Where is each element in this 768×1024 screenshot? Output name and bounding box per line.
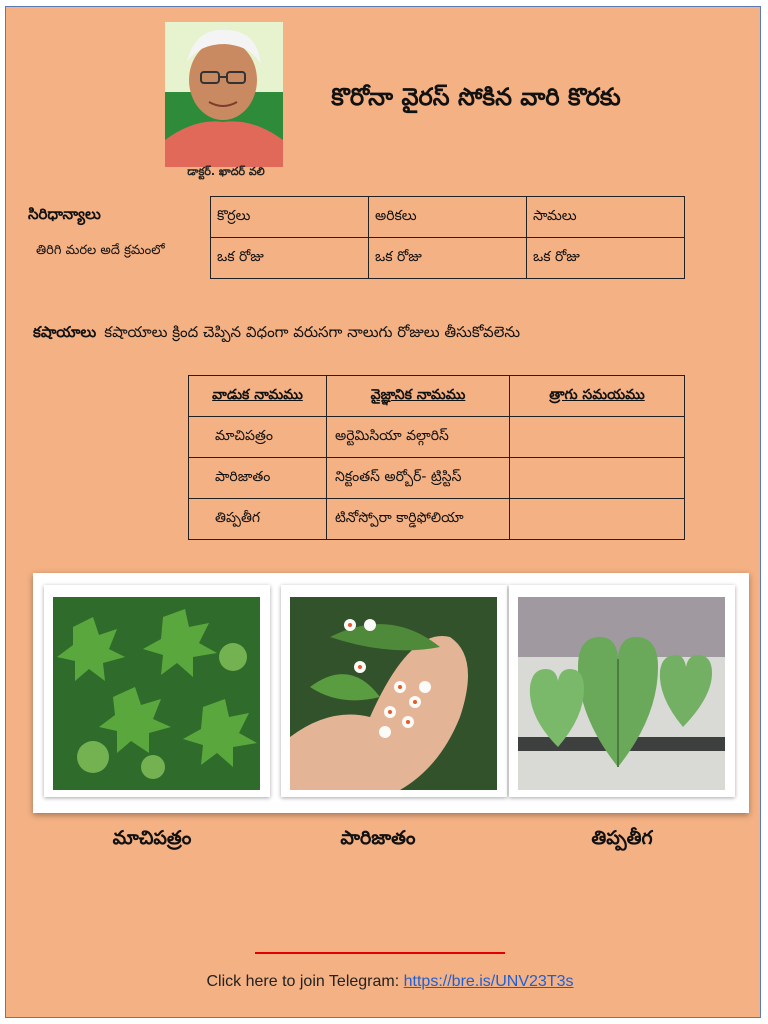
table-row [211,238,685,279]
column-header: వాడుక నామము [189,376,327,417]
photo-frame-thippatheega [509,585,735,797]
herb-scientific-name: టినోస్పోరా కార్డిఫోలియా [327,499,510,540]
column-header: వైజ్ఞానిక నామము [327,376,510,417]
millet-name: సామలు [527,197,685,238]
millet-name: కొర్రలు [211,197,369,238]
kashayalu-line [33,323,520,345]
photo-frame-machipatri [44,585,270,797]
divider-line [255,952,505,954]
table-row [189,417,685,458]
herb-common-name: తిప్పతీగ [189,499,327,540]
millet-duration: ఒక రోజు [369,238,527,279]
night-jasmine-flowers-icon [290,597,497,790]
millets-table [210,196,685,279]
column-header: త్రాగు సమయము [510,376,685,417]
millet-name: అరికలు [369,197,527,238]
page-title: కొరోనా వైరస్ సోకిన వారి కొరకు [331,83,621,111]
herbs-table [188,375,685,540]
herb-scientific-name: నిక్టంతస్ అర్బోర్- ట్రిస్టిస్ [327,458,510,499]
herb-photo-strip [33,573,749,813]
herb-common-name: మాచిపత్రం [189,417,327,458]
table-row [211,197,685,238]
table-row [189,499,685,540]
herb-common-name: పారిజాతం [189,458,327,499]
herb-time [510,499,685,540]
kashayalu-label: కషాయాలు [33,323,97,341]
herb-scientific-name: అర్టెమిసియా వల్గారిస్ [327,417,510,458]
mugwort-leaves-icon [53,597,260,790]
doctor-photo-icon [165,22,283,167]
table-header-row [189,376,685,417]
telegram-link[interactable]: https://bre.is/UNV23T3s [403,973,574,990]
photo-frame-parijatham [281,585,507,797]
doctor-caption: డాక్టర్. ఖాదర్ వలి [187,165,265,178]
telegram-label: Click here to join Telegram: [206,973,400,990]
telegram-footer [6,973,768,991]
heart-leaf-vine-icon [518,597,725,790]
doctor-portrait [165,22,283,167]
herb-time [510,458,685,499]
kashayalu-text: కషాయాలు క్రింద చెప్పిన విధంగా వరుసగా నాలుగు రోజులు తీసుకోవలెను [104,323,521,341]
millets-sublabel: తిరిగి మరల అదే క్రమంలో [36,243,165,258]
millets-label: సిరిధాన్యాలు [28,205,101,223]
photo-caption: పారిజాతం [340,827,416,849]
millet-duration: ఒక రోజు [527,238,685,279]
photo-caption: తిప్పతీగ [591,827,653,849]
photo-caption: మాచిపత్రం [112,827,192,849]
millet-duration: ఒక రోజు [211,238,369,279]
herb-time [510,417,685,458]
page [5,6,761,1018]
table-row [189,458,685,499]
